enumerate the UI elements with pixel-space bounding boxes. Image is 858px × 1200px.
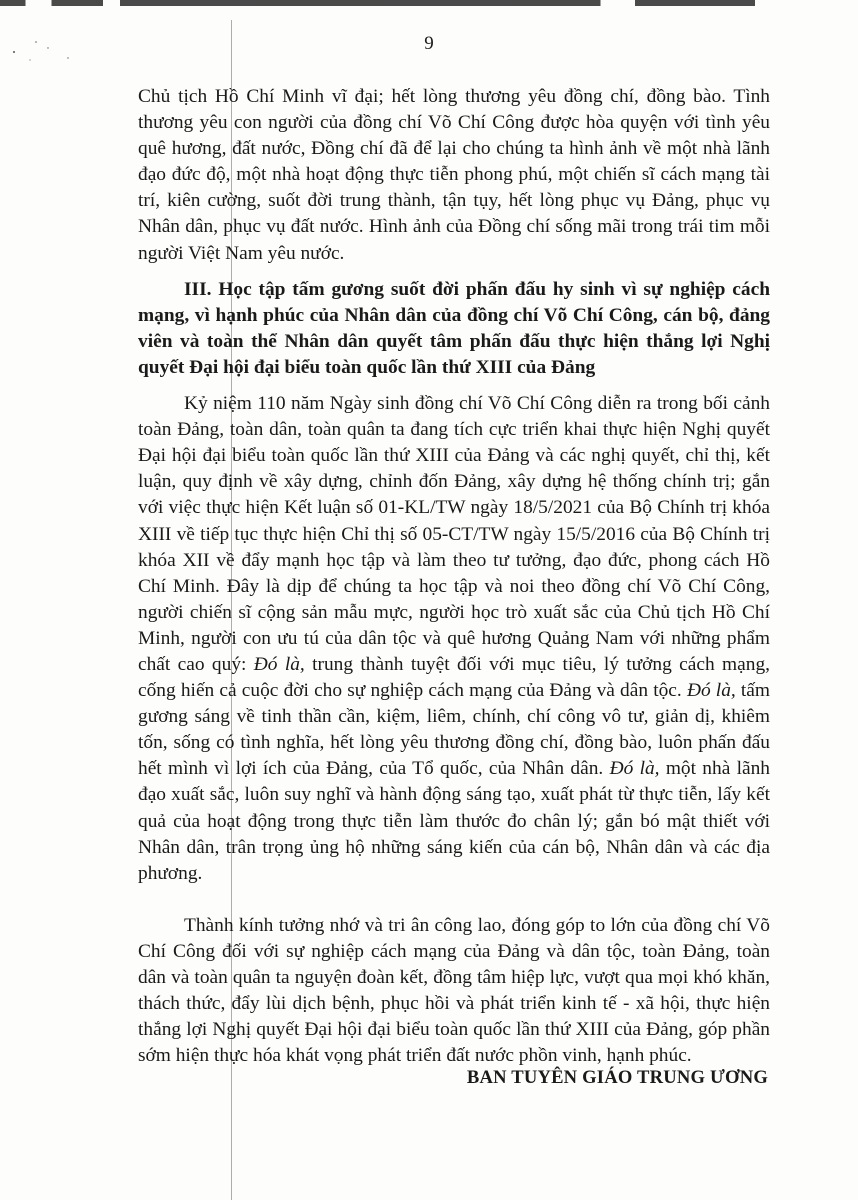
paragraph-text: một nhà lãnh đạo xuất sắc, luôn suy nghĩ và hành động sáng tạo, xuất phát từ thực tiễn, lấy kết quả của hoạt động trong thực tiễn làm thước đo chân lý; gắn bó mật thiết với Nhân dân, trân trọng ủng hộ những sáng kiến của cán bộ, Nhân dân và các địa phương. bbox=[138, 758, 770, 884]
scan-top-edge bbox=[0, 0, 858, 6]
document-body bbox=[138, 84, 770, 1069]
paragraph-text: tấm gương sáng về tinh thần cần, kiệm, liêm, chính, chí công vô tư, giản dị, khiêm tốn, sống có tình nghĩa, hết lòng yêu thương đồng chí, đồng bào, luôn phấn đấu hết mình vì lợi ích của Đảng, của Tổ quốc, của Nhân dân. bbox=[138, 680, 770, 780]
section-heading: III. Học tập tấm gương suốt đời phấn đấu hy sinh vì sự nghiệp cách mạng, vì hạnh phúc của Nhân dân của đồng chí Võ Chí Công, cán bộ, đảng viên và toàn thể Nhân dân quyết tâm phấn đấu thực hiện thắng lợi Nghị quyết Đại hội đại biểu toàn quốc lần thứ XIII của Đảng bbox=[138, 278, 770, 378]
page-number: 9 bbox=[424, 33, 434, 54]
paragraph-text: trung thành tuyệt đối với mục tiêu, lý tưởng cách mạng, cống hiến cả cuộc đời cho sự nghiệp cách mạng của Đảng và dân tộc. bbox=[138, 653, 770, 702]
signature-block: BAN TUYÊN GIÁO TRUNG ƯƠNG bbox=[466, 1067, 768, 1088]
paragraph-anniversary bbox=[138, 391, 770, 887]
emphasis-text: Đó là, bbox=[686, 680, 736, 702]
paragraph-text: Kỷ niệm 110 năm Ngày sinh đồng chí Võ Chí Công diễn ra trong bối cảnh toàn Đảng, toàn dân, toàn quân ta đang tích cực triển khai thực hiện Nghị quyết Đại hội đại biểu toàn quốc lần thứ XIII của Đảng và các nghị quyết, chỉ thị, kết luận, quy định về xây dựng, chỉnh đốn Đảng, xây dựng hệ thống chính trị; gắn với việc thực hiện Kết luận số 01-KL/TW ngày 18/5/2021 của Bộ Chính trị khóa XIII về tiếp tục thực hiện Chỉ thị số 05-CT/TW ngày 15/5/2016 của Bộ Chính trị khóa XII về đẩy mạnh học tập và làm theo tư tưởng, đạo đức, phong cách Hồ Chí Minh. Đây là dịp để chúng ta học tập và noi theo đồng chí Võ Chí Công, người chiến sĩ cộng sản mẫu mực, người học trò xuất sắc của Chủ tịch Hồ Chí Minh, người con ưu tú của dân tộc và quê hương Quảng Nam với những phẩm chất cao quý: bbox=[138, 393, 770, 675]
paragraph-continued: Chủ tịch Hồ Chí Minh vĩ đại; hết lòng thương yêu đồng chí, đồng bào. Tình thương yêu con người của đồng chí Võ Chí Công được hòa quyện với tình yêu quê hương, đất nước, Đồng chí đã để lại cho chúng ta hình ảnh về một nhà lãnh đạo đức độ, một nhà hoạt động thực tiễn phong phú, một chiến sĩ cách mạng tài trí, kiên cường, suốt đời trung thành, tận tụy, hết lòng phục vụ Đảng, phục vụ Nhân dân, phục vụ đất nước. Hình ảnh của Đồng chí sống mãi trong trái tim mỗi người Việt Nam yêu nước. bbox=[138, 86, 770, 264]
emphasis-text: Đó là, bbox=[609, 758, 660, 780]
paragraph-tribute: Thành kính tưởng nhớ và tri ân công lao, đóng góp to lớn của đồng chí Võ Chí Công đối với sự nghiệp cách mạng của Đảng và dân tộc, toàn Đảng, toàn dân và toàn quân ta nguyện đoàn kết, đồng tâm hiệp lực, vượt qua mọi khó khăn, thách thức, đẩy lùi dịch bệnh, phục hồi và phát triển kinh tế - xã hội, thực hiện thắng lợi Nghị quyết Đại hội đại biểu toàn quốc lần thứ XIII của Đảng, góp phần sớm hiện thực hóa khát vọng phát triển đất nước phồn vinh, hạnh phúc. bbox=[138, 914, 770, 1067]
emphasis-text: Đó là, bbox=[253, 653, 305, 675]
